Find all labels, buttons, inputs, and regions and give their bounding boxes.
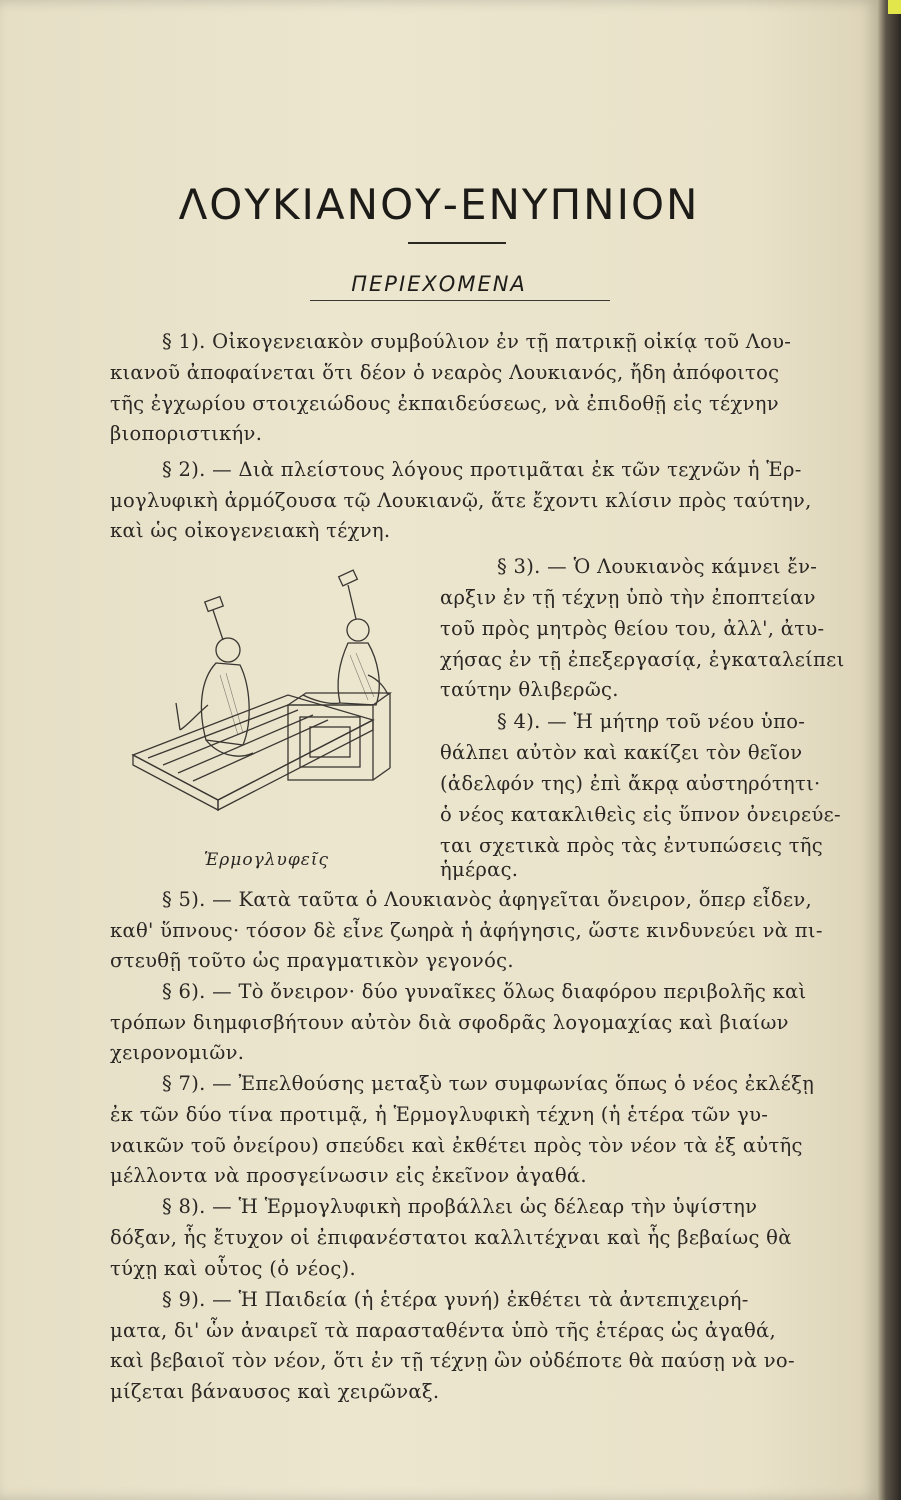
- page-title: ΛΟΥΚΙΑΝΟΥ-ΕΝΥΠΝΙΟΝ: [178, 180, 700, 229]
- text-line: § 7). — Ἐπελθούσης μεταξὺ των συμφωνίας ὅπως ὁ νέος ἐκλέξῃ: [162, 1072, 815, 1095]
- text-line: τοῦ πρὸς μητρὸς θείου του, ἀλλ', ἀτυ-: [440, 617, 825, 640]
- bookmark-tab: [888, 0, 901, 14]
- text-line: (ἀδελφόν της) ἐπὶ ἄκρᾳ αὐστηρότητι·: [440, 772, 821, 795]
- text-line: ναικῶν τοῦ ὀνείρου) σπεύδει καὶ ἐκθέτει πρὸς τὸν νέον τὰ ἐξ αὐτῆς: [110, 1134, 803, 1157]
- text-line: ματα, δι' ὧν ἀναιρεῖ τὰ παρασταθέντα ὑπὸ τῆς ἑτέρας ὡς ἀγαθά,: [110, 1319, 776, 1342]
- contents-heading: ΠΕΡΙΕΧΟΜΕΝΑ: [351, 272, 527, 296]
- text-line: ὁ νέος κατακλιθεὶς εἰς ὕπνον ὀνειρεύε-: [440, 803, 841, 826]
- text-line: τρόπων διημφισβήτουν αὐτὸν διὰ σφοδρᾶς λογομαχίας καὶ βιαίων: [110, 1011, 789, 1034]
- text-line: τύχῃ καὶ οὗτος (ὁ νέος).: [110, 1257, 356, 1280]
- text-line: μέλλοντα νὰ προσγείνωσιν εἰς ἐκεῖνον ἀγαθά.: [110, 1164, 587, 1187]
- text-line: βιοποριστικήν.: [110, 422, 263, 445]
- illustration-caption: Ἑρμογλυφεῖς: [204, 850, 330, 870]
- text-line: χειρονομιῶν.: [110, 1041, 245, 1064]
- heading-rule: [310, 300, 610, 301]
- text-line: τῆς ἐγχωρίου στοιχειώδους ἐκπαιδεύσεως, νὰ ἐπιδοθῇ εἰς τέχνην: [110, 392, 779, 415]
- text-line: § 4). — Ἡ μήτηρ τοῦ νέου ὑπο-: [497, 710, 806, 733]
- text-line: § 5). — Κατὰ ταῦτα ὁ Λουκιανὸς ἀφηγεῖται ὄνειρον, ὅπερ εἶδεν,: [162, 888, 813, 911]
- text-line: μίζεται βάναυσος καὶ χειρῶναξ.: [110, 1380, 440, 1403]
- book-edge: [878, 0, 901, 1500]
- text-line: ἐκ τῶν δύο τίνα προτιμᾷ, ἡ Ἑρμογλυφικὴ τέχνη (ἡ ἑτέρα τῶν γυ-: [110, 1103, 769, 1126]
- text-line: § 8). — Ἡ Ἑρμογλυφικὴ προβάλλει ὡς δέλεαρ τὴν ὑψίστην: [162, 1195, 758, 1218]
- text-line: θάλπει αὐτὸν καὶ κακίζει τὸν θεῖον: [440, 741, 803, 764]
- text-line: ταύτην θλιβερῶς.: [440, 678, 619, 701]
- sculptors-engraving: [128, 555, 428, 855]
- text-line: καὶ βεβαιοῖ τὸν νέον, ὅτι ἐν τῇ τέχνῃ ὢν οὐδέποτε θὰ παύσῃ νὰ νο-: [110, 1349, 795, 1372]
- text-line: στευθῇ τοῦτο ὡς πραγματικὸν γεγονός.: [110, 949, 514, 972]
- title-rule: [408, 242, 506, 244]
- text-line: § 6). — Τὸ ὄνειρον· δύο γυναῖκες ὅλως διαφόρου περιβολῆς καὶ: [162, 980, 807, 1003]
- text-line: μογλυφικὴ ἁρμόζουσα τῷ Λουκιανῷ, ἅτε ἔχοντι κλίσιν πρὸς ταύτην,: [110, 489, 812, 512]
- text-line: § 2). — Διὰ πλείστους λόγους προτιμᾶται ἐκ τῶν τεχνῶν ἡ Ἑρ-: [162, 458, 802, 481]
- text-line: ται σχετικὰ πρὸς τὰς ἐντυπώσεις τῆς: [440, 834, 823, 857]
- text-line: § 9). — Ἡ Παιδεία (ἡ ἑτέρα γυνή) ἐκθέτει τὰ ἀντεπιχειρή-: [162, 1288, 749, 1311]
- text-line: § 3). — Ὁ Λουκιανὸς κάμνει ἔν-: [497, 555, 818, 578]
- text-line: ἡμέρας.: [440, 858, 519, 881]
- text-line: αρξιν ἐν τῇ τέχνῃ ὑπὸ τὴν ἐποπτείαν: [440, 586, 816, 609]
- text-line: καὶ ὡς οἰκογενειακὴ τέχνη.: [110, 519, 391, 542]
- text-line: χήσας ἐν τῇ ἐπεξεργασίᾳ, ἐγκαταλείπει: [440, 648, 845, 671]
- text-line: κιανοῦ ἀποφαίνεται ὅτι δέον ὁ νεαρὸς Λουκιανός, ἤδη ἀπόφοιτος: [110, 361, 780, 384]
- text-line: § 1). Οἰκογενειακὸν συμβούλιον ἐν τῇ πατρικῇ οἰκίᾳ τοῦ Λου-: [162, 330, 792, 353]
- text-line: δόξαν, ἧς ἔτυχον οἱ ἐπιφανέστατοι καλλιτέχναι καὶ ἧς βεβαίως θὰ: [110, 1226, 792, 1249]
- text-line: καθ' ὕπνους· τόσον δὲ εἶνε ζωηρὰ ἡ ἀφήγησις, ὥστε κινδυνεύει νὰ πι-: [110, 919, 823, 942]
